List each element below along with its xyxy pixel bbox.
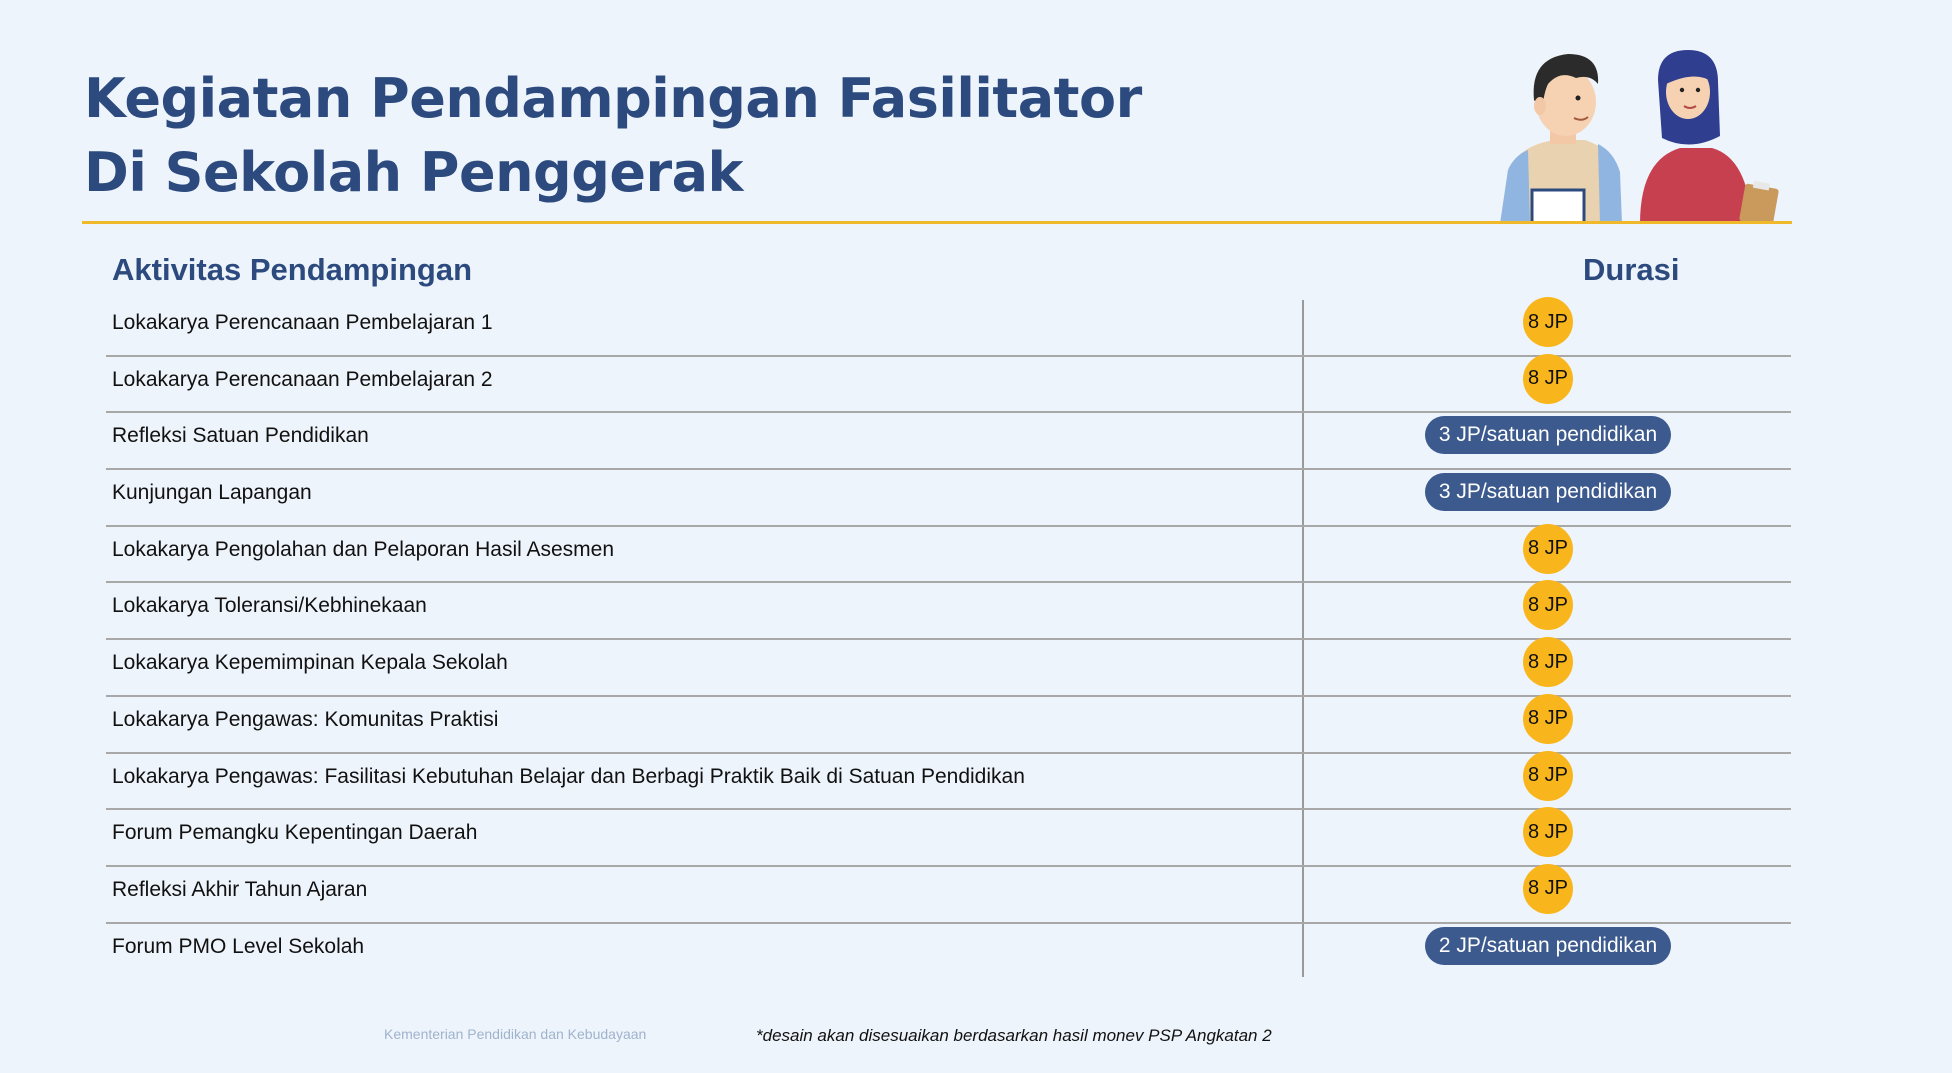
title-line-1: Kegiatan Pendampingan Fasilitator	[84, 67, 1142, 130]
duration-cell	[1302, 527, 1794, 584]
footer-organization: Kementerian Pendidikan dan Kebudayaan	[384, 1026, 647, 1042]
activity-label: Lokakarya Toleransi/Kebhinekaan	[112, 594, 427, 618]
duration-cell	[1302, 640, 1794, 697]
duration-circle-badge: 8 JP	[1523, 751, 1573, 801]
table-row	[106, 413, 1791, 470]
duration-cell	[1302, 357, 1794, 414]
table-row	[106, 810, 1791, 867]
duration-cell	[1302, 754, 1794, 811]
title-divider	[82, 221, 1792, 224]
activity-label: Lokakarya Pengolahan dan Pelaporan Hasil Asesmen	[112, 537, 615, 561]
table-row	[106, 357, 1791, 414]
table-row	[106, 924, 1791, 981]
duration-cell	[1302, 300, 1794, 357]
duration-circle-badge: 8 JP	[1523, 354, 1573, 404]
duration-cell	[1302, 413, 1794, 470]
activity-label: Lokakarya Kepemimpinan Kepala Sekolah	[112, 651, 508, 675]
activity-label: Lokakarya Perencanaan Pembelajaran 1	[112, 311, 493, 334]
duration-circle-badge: 8 JP	[1523, 864, 1573, 914]
table-row	[106, 300, 1791, 357]
title-line-2: Di Sekolah Penggerak	[84, 141, 743, 204]
duration-pill-badge: 3 JP/satuan pendidikan	[1425, 473, 1671, 511]
duration-cell	[1302, 867, 1794, 924]
table-row	[106, 527, 1791, 584]
teachers-illustration	[1480, 40, 1790, 224]
activity-label: Refleksi Satuan Pendidikan	[112, 424, 369, 448]
activity-label: Lokakarya Pengawas: Komunitas Praktisi	[112, 707, 499, 731]
duration-circle-badge: 8 JP	[1523, 580, 1573, 630]
duration-pill-badge: 2 JP/satuan pendidikan	[1425, 927, 1671, 965]
duration-circle-badge: 8 JP	[1523, 297, 1573, 347]
table-row	[106, 697, 1791, 754]
activity-label: Kunjungan Lapangan	[112, 481, 312, 505]
activity-label: Lokakarya Pengawas: Fasilitasi Kebutuhan Belajar dan Berbagi Praktik Baik di Satuan Pendidikan	[112, 764, 1025, 788]
duration-cell	[1302, 697, 1794, 754]
table-row	[106, 640, 1791, 697]
activity-label: Forum Pemangku Kepentingan Daerah	[112, 821, 478, 845]
footer-note: *desain akan disesuaikan berdasarkan hasil monev PSP Angkatan 2	[756, 1026, 1272, 1045]
duration-cell	[1302, 470, 1794, 527]
table-row	[106, 470, 1791, 527]
activity-column-header: Aktivitas Pendampingan	[112, 252, 473, 287]
duration-pill-badge: 3 JP/satuan pendidikan	[1425, 416, 1671, 454]
activity-label: Lokakarya Perencanaan Pembelajaran 2	[112, 367, 493, 391]
duration-circle-badge: 8 JP	[1523, 694, 1573, 744]
table-row	[106, 754, 1791, 811]
page-title	[84, 62, 1142, 210]
activity-table	[106, 300, 1791, 980]
table-row	[106, 867, 1791, 924]
activity-label: Forum PMO Level Sekolah	[112, 934, 365, 958]
duration-circle-badge: 8 JP	[1523, 637, 1573, 687]
duration-circle-badge: 8 JP	[1523, 807, 1573, 857]
duration-cell	[1302, 583, 1794, 640]
duration-column-header: Durasi	[1583, 252, 1680, 287]
duration-circle-badge: 8 JP	[1523, 524, 1573, 574]
duration-cell	[1302, 810, 1794, 867]
activity-label: Refleksi Akhir Tahun Ajaran	[112, 877, 368, 901]
duration-cell	[1302, 924, 1794, 981]
table-row	[106, 583, 1791, 640]
